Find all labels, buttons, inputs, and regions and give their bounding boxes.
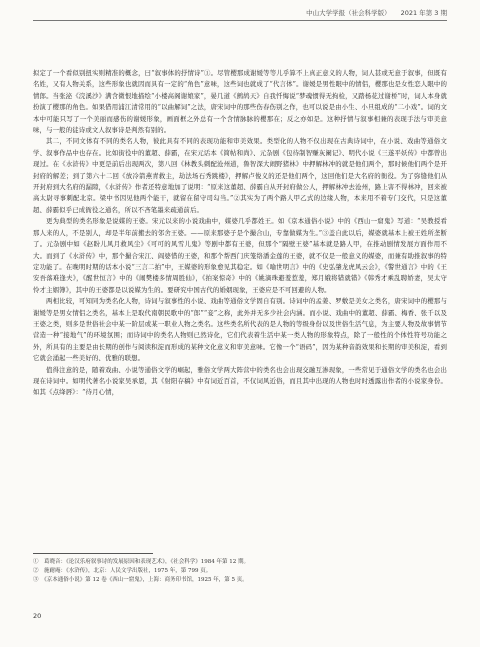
paragraph-1: 拟定了一个看似别扭实则精准的概念，曰“叙事体的抒情诗”①。尽管樱那成谢媛等等儿乎算不上真正意义的人物，词人甚或无意于叙事，但既有名姓，又有人物关系，这些形象也就因而具有一定的“角色”意味，这些词也就成了“代言体”。谢媛是男性眼中的情侣，樱那也是女性恋人眼中的情郎。当张泌《浣溪沙》满含微恨地描绘“小楼高阁谢娘家”，晏几道《鹧鸪天》自我忏悔说“梦魂惯得无拘检，又踏杨花过谢桥”时，词人本身就扮演了樱那的角色。如果借用浦江清常用的“以曲解词”之法，唐宋词中的那些伤春伤别之作，也可以说是由小生、小旦组成的“二小戏”。词的文本中可能只写了一个美丽而感伤的谢媛形象，画面框之外总有一个含情脉脉的樱那在；反之亦如是。这种抒情与叙事相兼的表现手法与审美意味，与一般的徒诗或文人叙事诗是判然有别的。 [33,69,447,135]
paragraph-5: 值得注意的是，随着戏曲、小说等通俗文学的崛起，雅俗文学两大阵营中的类名也会出现交融互渗现象，一些常见于通俗文学的类名也会出现在诗词中。如明代著名小说家吴承恩，其《射阳存稿》中有词近百首，不仅词风近俗，而且其中出现的人物也时时透露出作者的小说家身份。如其《点绛唇》：“待月心情， [33,365,447,397]
journal-name: 中山大学学报（社会科学版） [306,9,391,17]
footnote-2: ② 施耐庵：《水浒传》，北京：人民文学出版社，1975 年，第 799 页。 [33,568,212,574]
paragraph-2: 其二，不同文体有不同的类名人物，彼此具有不同的表现功能和审美效果。类型化的人物不仅出现在古典诗词中，在小说、戏曲等通俗文学、叙事作品中也存在。比如街役中的董超、薛霸，在宋元话本《简帖和尚》、元杂剧《包待制智赚灰阑记》、明代小说《三遂平妖传》中都曾出现过。在《水浒传》中更是前后出现两次，第八回《林教头刺配沧州道，鲁智深大闹野猪林》中押解林冲的就是他们两个，那时候他们两个是开封府的解差；到了第六十二回《放冷箭燕青救主，劫法场石秀跳楼》，押解卢俊义的还是他们两个，这回他们是大名府的衙役。为了弥缝他们从开封府到大名府的漏隙，《水浒传》作者还特意地加了说明：“原来这董超、薛霸自从开封府做公人，押解林冲去沧州，路上害不得林冲，回来被高太尉寻事刺配北京。梁中书因见他两个能干，就留在留守司勾当。”②其实为了两个路人甲乙式的边缘人物，本来用不着专门交代，只是这董超、薛霸似乎已成衙役之通名，所以不吝笔墨来疏通前后。 [33,137,447,214]
page-number: 20 [33,612,42,620]
footnote-1: ① 葛晓音：《论汉乐府叙事诗的发展原因和表现艺术》，《社会科学》1984 年第 12 期。 [33,559,249,565]
footnotes [33,558,447,585]
paragraph-4: 两相比较，可知同为类名化人物，诗词与叙事性的小说、戏曲等通俗文学固自有别。诗词中的孟姜、罗敷是美女之类名，唐宋词中的樱那与谢媛等是男女情侣之类名，基本上是取代南朝民歌中的“郎”“妾”之称，此外并无多少社会内涵。而小说、戏曲中的董超、薛霸、梅香、张千以及王婆之类，则多是世俗社会中某一阶层或某一职业人物之类名。这些类名所代表的是人物的等级身份以及世俗生活气息，为主要人物及故事情节营造一种“接地气”的环境氛围；而诗词中的类名人物则已然诗化，它们代表着生活中某一类人物的形象特点，除了一般性的个体性符号功能之外，所具有的主要是由长期的创作与阅读积淀而形成的某种文化意义和审美意味。它像一个“语码”，因为某种音韵效果和长期的审美积淀，看到它就会涌起一些美好的、优雅的联想。 [33,297,447,363]
issue-label: 2021 年第 3 期 [400,9,447,17]
footnote-divider [33,553,153,554]
running-header [33,8,447,21]
footnote-3: ③ 《京本通俗小说》第 12 卷《西山一窟鬼》，上海：商务印书馆，1925 年，第 5 页。 [33,577,248,583]
article-body [33,68,447,399]
paragraph-3: 更为典型的类名形象是说媒的王婆。宋元以来的小说戏曲中，媒婆几乎都姓王。如《京本通俗小说》中的《西山一窟鬼》写道：“吴教授看那人来的人，不是别人，却是半年前搬去的邻舍王婆。——原来那婆子是个撮合山，专靠做媒为生。”③盖自此以后，媒婆就基本上被王姓所垄断了。元杂剧中如《赵盼儿风月救风尘》《可可的风雪儿鬼》等剧中都有王婆，但那个“隔壁王婆”基本就是路人甲，在推动剧情发展方面作用不大。而到了《水浒传》中，那个撮合宋江、阎婆惜的王婆，和那个帮西门庆笼络潘金莲的王婆，就不仅是一般意义的媒婆，而兼有助推叙事的特定功能了。在晚明时期的话本小说“三言二拍”中，王媒婆的形象愈见其稳定。如《喻世明言》中的《史弘肇龙虎风云会》，《警世通言》中的《王安吾落难逢夫》，《醒世恒言》中的《闹樊楼多情周胜仙》，《拍案惊奇》中的《姚滴珠避羞惹羞，郑月娥将错就错》《韩秀才乘乱聘娇妻，吴太守怜才主姻簿》，其中的王婆都是以说媒为生的。要研究中国古代的婚姻现象，王婆应是不可回避的人物。 [33,217,447,294]
